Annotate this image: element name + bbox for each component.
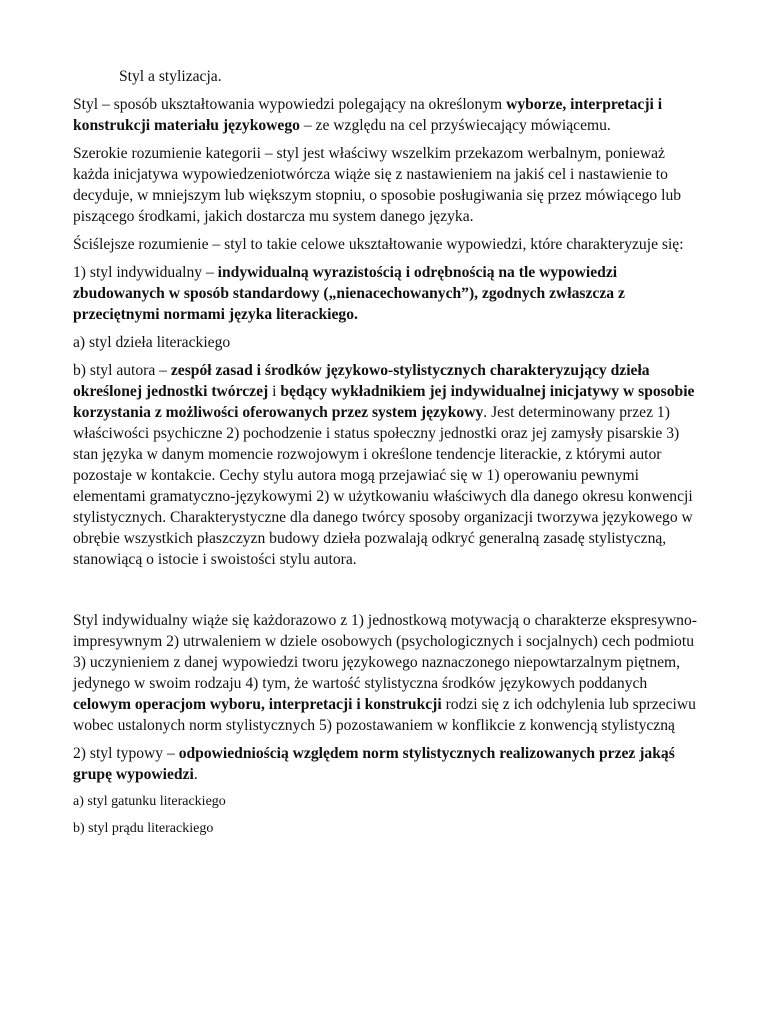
bold-text-run: zespół zasad i środków językowo-stylistycznych charakteryzujący dzieła określonej jednostki twórczej bbox=[73, 362, 650, 400]
blank-gap bbox=[73, 577, 703, 610]
paragraph-broad-meaning: Szerokie rozumienie kategorii – styl jest właściwy wszelkim przekazom werbalnym, ponieważ każda inicjatywa wypowiedzeniotwórcza wiąże się z nastawieniem na jakiś cel i nastawienie to decyduje, w mniejszym lub większym stopniu, o sposobie posługiwania się przez mówiącego lub piszącego środkami, jakich dostarcza mu system danego języka. bbox=[73, 145, 682, 225]
text-run: Styl – sposób ukształtowania wypowiedzi polegający na określonym bbox=[73, 96, 507, 113]
text-run: i bbox=[268, 383, 281, 400]
paragraph-definition bbox=[73, 94, 703, 136]
document-page bbox=[73, 66, 703, 846]
text-run: 1) styl indywidualny – bbox=[73, 264, 218, 281]
document-title: Styl a stylizacja. bbox=[119, 68, 222, 85]
paragraph-individual-style-features bbox=[73, 610, 703, 736]
paragraph-author-style bbox=[73, 360, 703, 570]
text-run: . bbox=[193, 766, 198, 783]
text-run: – ze względu na cel przyświecający mówiącemu. bbox=[299, 117, 611, 134]
bold-text-run: celowym operacjom wyboru, interpretacji i konstrukcji bbox=[73, 696, 442, 713]
paragraph-individual-style bbox=[73, 262, 703, 325]
bold-text-run: indywidualną wyrazistością i odrębnością na tle wypowiedzi zbudowanych w sposób standardowy („nienacechowanych”), zgodnych zwłaszcza z przeciętnymi normami języka literackiego. bbox=[73, 264, 625, 323]
text-run: rodzi się z ich odchylenia lub sprzeciwu wobec ustalonych norm stylistycznych 5) pozostawaniem w konflikcie z konwencją stylistyczną bbox=[73, 696, 696, 734]
paragraph-narrow-meaning: Ściślejsze rozumienie – styl to takie celowe ukształtowanie wypowiedzi, które charakteryzuje się: bbox=[73, 236, 684, 253]
text-run: Styl indywidualny wiąże się każdorazowo z 1) jednostkową motywacją o charakterze ekspresywno-impresywnym 2) utrwaleniem w dziele osobowych (psychologicznych i socjalnych) cech podmiotu 3) uczynieniem z danej wypowiedzi tworu językowego naznaczonego niepowtarzalnym piętnem, jedynego w swoim rodzaju 4) tym, że wartość stylistyczna środków językowych poddanych bbox=[73, 612, 697, 692]
list-item-movement-style: b) styl prądu literackiego bbox=[73, 821, 214, 836]
text-run: b) styl autora – bbox=[73, 362, 171, 379]
list-item-literary-work-style: a) styl dzieła literackiego bbox=[73, 334, 231, 351]
paragraph-typical-style bbox=[73, 743, 703, 785]
text-run: . Jest determinowany przez 1) właściwości psychiczne 2) pochodzenie i status społeczny jednostki oraz jej zamysły pisarskie 3) stan języka w danym momencie rozwojowym i określone tendencje literackie, z którymi autor pozostaje w kontakcie. Cechy stylu autora mogą przejawiać się w 1) operowaniu pewnymi elementami gramatyczno-językowymi 2) w użytkowaniu właściwych dla danego okresu konwencji stylistycznych. Charakterystyczne dla danego twórcy sposoby organizacji tworzywa językowego w obrębie wszystkich płaszczyzn budowy dzieła pozwalają odkryć generalną zasadę stylistyczną, stanowiącą o istocie i swoistości stylu autora. bbox=[73, 404, 693, 568]
text-run: 2) styl typowy – bbox=[73, 745, 179, 762]
bold-text-run: wyborze, interpretacji i konstrukcji materiału językowego bbox=[73, 96, 663, 134]
list-item-genre-style: a) styl gatunku literackiego bbox=[73, 794, 226, 809]
bold-text-run: odpowiedniością względem norm stylistycznych realizowanych przez jakąś grupę wypowiedzi bbox=[73, 745, 675, 783]
bold-text-run: będący wykładnikiem jej indywidualnej inicjatywy w sposobie korzystania z możliwości oferowanych przez system językowy bbox=[73, 383, 695, 421]
